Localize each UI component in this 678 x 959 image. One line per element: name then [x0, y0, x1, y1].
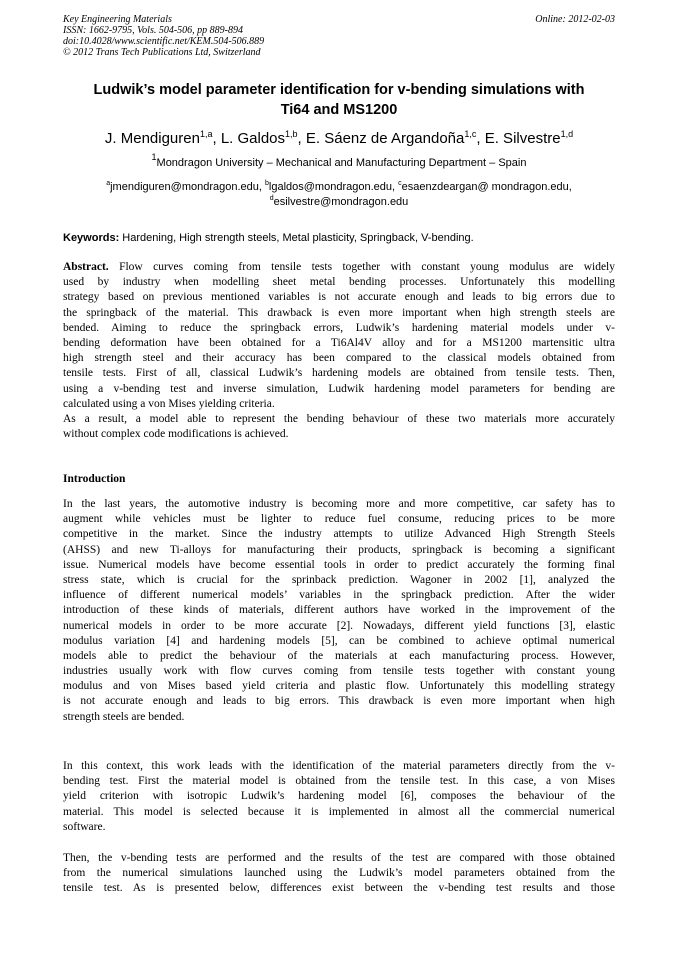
abstract-line: As a result, a model able to represent the bending behaviour of these two materials more accurately [63, 412, 615, 425]
email-sup: a [106, 180, 111, 187]
abstract-line: Abstract. Flow curves coming from tensile tests together with constant young modulus are widely [63, 261, 615, 273]
section-heading-introduction: Introduction [63, 473, 126, 485]
abstract-line: the springback of the material. This drawback is even more important when high strength steels are [63, 306, 615, 319]
abstract-label: Abstract. [63, 261, 109, 273]
text-line: In this context, this work leads with the identification of the material parameters directly from the v- [63, 760, 615, 772]
text-line: stress state, which is crucial for the sprinback prediction. Wagoner in 2002 [1], analyzed the [63, 573, 615, 586]
text-line: numerical models in order to be more accurate [2]. Nowadays, different yield functions [3], elastic [63, 619, 615, 632]
text-line: models able to predict the behaviour of the materials at each manufacturing process. However, [63, 649, 615, 662]
author-name: E. Sáenz de Argandoña [305, 130, 465, 147]
text-line: (AHSS) and new Ti-alloys for manufacturing their products, springback is becoming a significant [63, 543, 615, 556]
abstract-line: bended. Aiming to reduce the springback errors, Ludwik’s hardening material models under v- [63, 321, 615, 334]
journal-name: Key Engineering Materials [63, 14, 172, 25]
text-line: tensile test. As is presented below, differences exist between the v-bending test results and those [63, 882, 615, 895]
abstract-line: used by industry when modelling sheet metal bending processes. Unfortunately this modelling [63, 276, 615, 289]
author-affil-sup: 1,d [560, 129, 574, 139]
abstract-line: tensile tests. First of all, classical Ludwik’s hardening models are obtained from tensile tests. Then, [63, 367, 615, 380]
author-affil-sup: 1,b [285, 129, 298, 139]
text-line: strength steels are bended. [63, 710, 185, 723]
affiliation-sup: 1 [151, 152, 157, 162]
text-line: issue. Numerical models have become essential tools in order to predict accurately the forming final [63, 558, 615, 571]
email-link[interactable]: lgaldos@mondragon.edu, [268, 181, 399, 193]
author-emails [63, 180, 615, 210]
intro-paragraph-3 [63, 851, 615, 897]
author-list: J. Mendiguren$^{1,a}$, L. Galdos$^{1,b}$, E. Sáenz de Argandoña$^{1,c}$, E. Silvestre$^{1,d}$ [104, 129, 574, 147]
author-affil-sup: 1,a [199, 129, 213, 139]
affiliation-text: Mondragon University – Mechanical and Manufacturing Department – Spain [156, 157, 527, 169]
email-line-2 [63, 195, 615, 210]
text-line: is not accurate enough and leads to big errors. This drawback is even more important when high [63, 695, 615, 708]
keywords [63, 231, 615, 245]
abstract-line: strategy based on previous mentioned variables is not accurate enough and leads to big errors due to [63, 291, 615, 304]
text-line: In the last years, the automotive industry is becoming more and more competitive, car safety has to [63, 498, 615, 510]
abstract-line: calculated using a von Mises yielding criteria. [63, 397, 275, 410]
abstract-line: bending deformation have been obtained for a Ti6Al4V alloy and for a MS1200 martensitic ultra [63, 336, 615, 349]
abstract-line: using a v-bending test and inverse simulation, Ludwik hardening model parameters for bending are [63, 382, 615, 395]
paper-title [63, 80, 615, 120]
email-sup: c [398, 180, 402, 187]
email-link[interactable]: esilvestre@mondragon.edu [273, 196, 409, 208]
abstract-line: without complex code modifications is achieved. [63, 428, 289, 441]
abstract-line: high strength steel and their accuracy has been compared to the classical models obtained from [63, 352, 615, 365]
text-line: yield criterion with isotropic Ludwik’s hardening model [6], composes the behaviour of the [63, 790, 615, 803]
text-line: augment while vehicles must be lighter to reduce fuel consume, reducing prices to be more [63, 513, 615, 526]
affiliation [63, 152, 615, 170]
intro-paragraph-2 [63, 759, 615, 835]
online-date: Online: 2012-02-03 [535, 14, 615, 25]
text-line: Then, the v-bending tests are performed and the results of the test are compared with those obtained [63, 852, 615, 864]
text-line: competitive in the market. Since the industry attempts to utilize Advanced High Strength Steels [63, 528, 615, 541]
title-line-2: Ti64 and MS1200 [280, 102, 398, 118]
text-line: from the numerical simulations launched using the Ludwik’s model parameters obtained from the [63, 867, 615, 880]
text-line: introduction of these kinds of materials, different authors have worked in the improvement of the [63, 604, 615, 617]
email-sup: d [269, 195, 274, 202]
issn-line: ISSN: 1662-9795, Vols. 504-506, pp 889-894 [63, 25, 243, 36]
text-line: software. [63, 820, 106, 833]
email-sup: b [265, 180, 269, 187]
text-line: modulus variation [4] and hardening models [5], can be combined to achieve optimal numerical [63, 634, 615, 647]
doi-line: doi:10.4028/www.scientific.net/KEM.504-506.889 [63, 36, 265, 47]
title-line-1: Ludwik’s model parameter identification for v-bending simulations with [93, 82, 585, 98]
journal-header [63, 14, 615, 58]
abstract [63, 260, 615, 442]
author-affil-sup: 1,c [464, 129, 477, 139]
intro-paragraph-1 [63, 497, 615, 725]
author-name: E. Silvestre [484, 130, 561, 147]
text-line: material. This model is selected because it is implemented in almost all the commercial numerical [63, 805, 615, 818]
keywords-label: Keywords: [63, 232, 120, 244]
text-line: modulus and von Mises based yield criteria and plastic flow. Unfortunately this modelling strategy [63, 680, 615, 693]
author-name: J. Mendiguren [104, 130, 200, 147]
author-name: L. Galdos [220, 130, 286, 147]
keywords-text: Hardening, High strength steels, Metal plasticity, Springback, V-bending. [119, 232, 474, 244]
email-link[interactable]: esaenzdeargan@ mondragon.edu, [401, 181, 572, 193]
email-line-1 [63, 180, 615, 195]
text-line: industries usually work with flow curves coming from tensile tests together with constant young [63, 665, 615, 678]
text-line: influence of different numerical models’ variables in the springback prediction. After the wider [63, 589, 615, 602]
email-link[interactable]: jmendiguren@mondragon.edu, [110, 181, 265, 193]
text-line: bending test. First the material model is obtained from the tensile test. In this case, a von Mises [63, 775, 615, 788]
copyright-line: © 2012 Trans Tech Publications Ltd, Switzerland [63, 47, 261, 58]
